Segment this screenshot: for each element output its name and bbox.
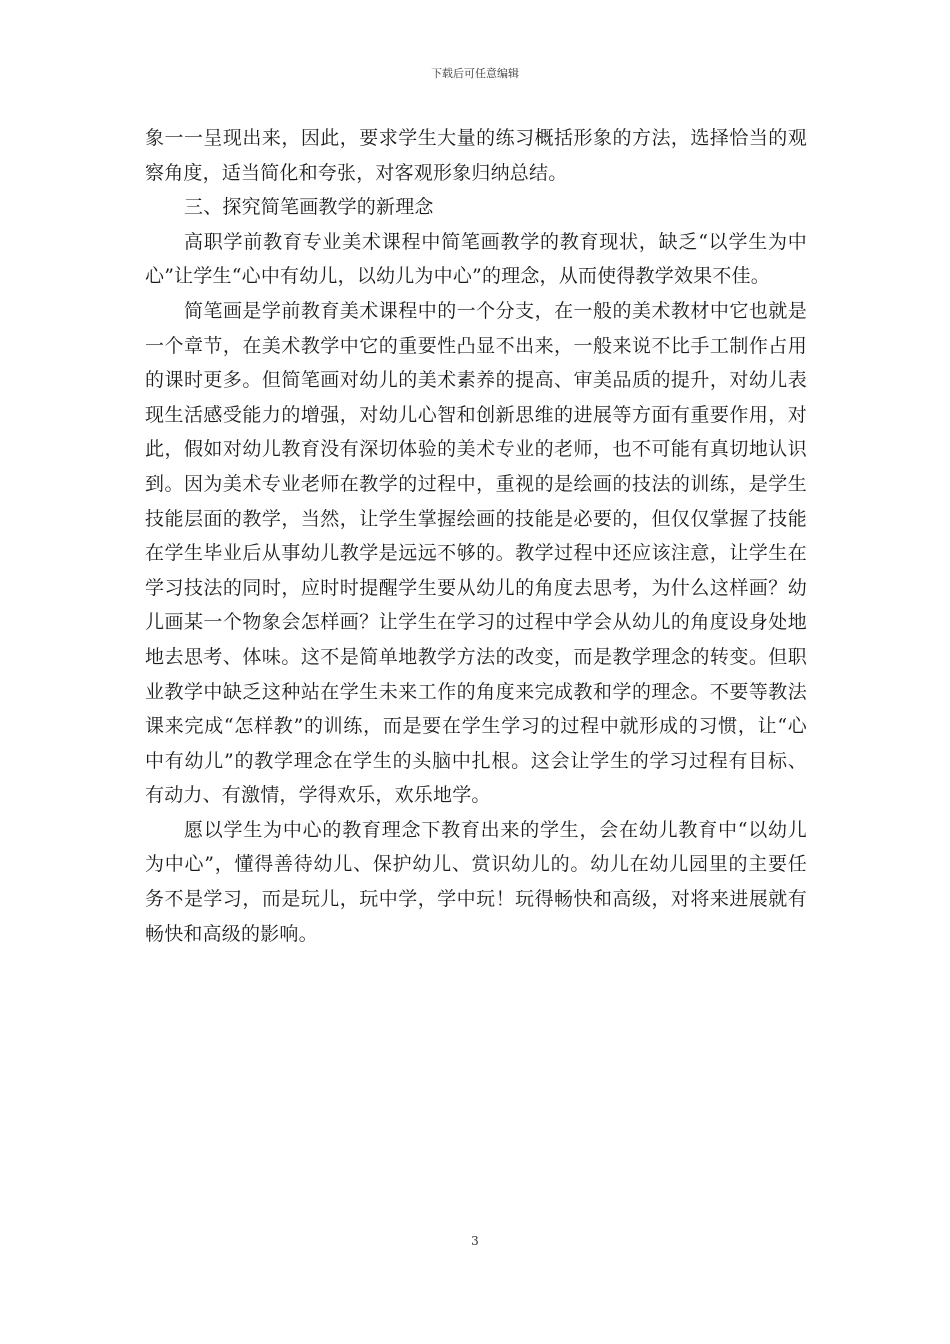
paragraph: 愿以学生为中心的教育理念下教育出来的学生，会在幼儿教育中“以幼儿为中心”，懂得善待幼儿、保护幼儿、赏识幼儿的。幼儿在幼儿园里的主要任务不是学习，而是玩儿，玩中学，学中玩！玩得畅快和高级，对将来进展就有畅快和高级的影响。 bbox=[145, 818, 807, 945]
paragraph-continuation: 象一一呈现出来，因此，要求学生大量的练习概括形象的方法，选择恰当的观察角度，适当简化和夸张，对客观形象归纳总结。 bbox=[145, 127, 807, 184]
section-heading: 三、探究简笔画教学的新理念 bbox=[184, 196, 434, 219]
paragraph: 高职学前教育专业美术课程中简笔画教学的教育现状，缺乏“以学生为中心”让学生“心中有幼儿，以幼儿为中心”的理念，从而使得教学效果不佳。 bbox=[145, 230, 807, 288]
paragraph: 简笔画是学前教育美术课程中的一个分支，在一般的美术教材中它也就是一个章节，在美术教学中它的重要性凸显不出来，一般来说不比手工制作占用的课时更多。但简笔画对幼儿的美术素养的提高、审美品质的提升，对幼儿表现生活感受能力的增强，对幼儿心智和创新思维的进展等方面有重要作用，对此，假如对幼儿教育没有深切体验的美术专业的老师，也不可能有真切地认识到。因为美术专业老师在教学的过程中，重视的是绘画的技法的训练，是学生技能层面的教学，当然，让学生掌握绘画的技能是必要的，但仅仅掌握了技能在学生毕业后从事幼儿教学是远远不够的。教学过程中还应该注意，让学生在学习技法的同时，应时时提醒学生要从幼儿的角度去思考，为什么这样画？幼儿画某一个物象会怎样画？让学生在学习的过程中学会从幼儿的角度设身处地地去思考、体味。这不是简单地教学方法的改变，而是教学理念的转变。但职业教学中缺乏这种站在学生未来工作的角度来完成教和学的理念。不要等教法课来完成“怎样教”的训练，而是要在学生学习的过程中就形成的习惯，让“心中有幼儿”的教学理念在学生的头脑中扎根。这会让学生的学习过程有目标、有动力、有激情，学得欢乐，欢乐地学。 bbox=[145, 299, 807, 807]
page-number: 3 bbox=[471, 1234, 479, 1248]
document-body bbox=[145, 121, 807, 951]
page-header: 下载后可任意编辑 bbox=[431, 67, 519, 80]
